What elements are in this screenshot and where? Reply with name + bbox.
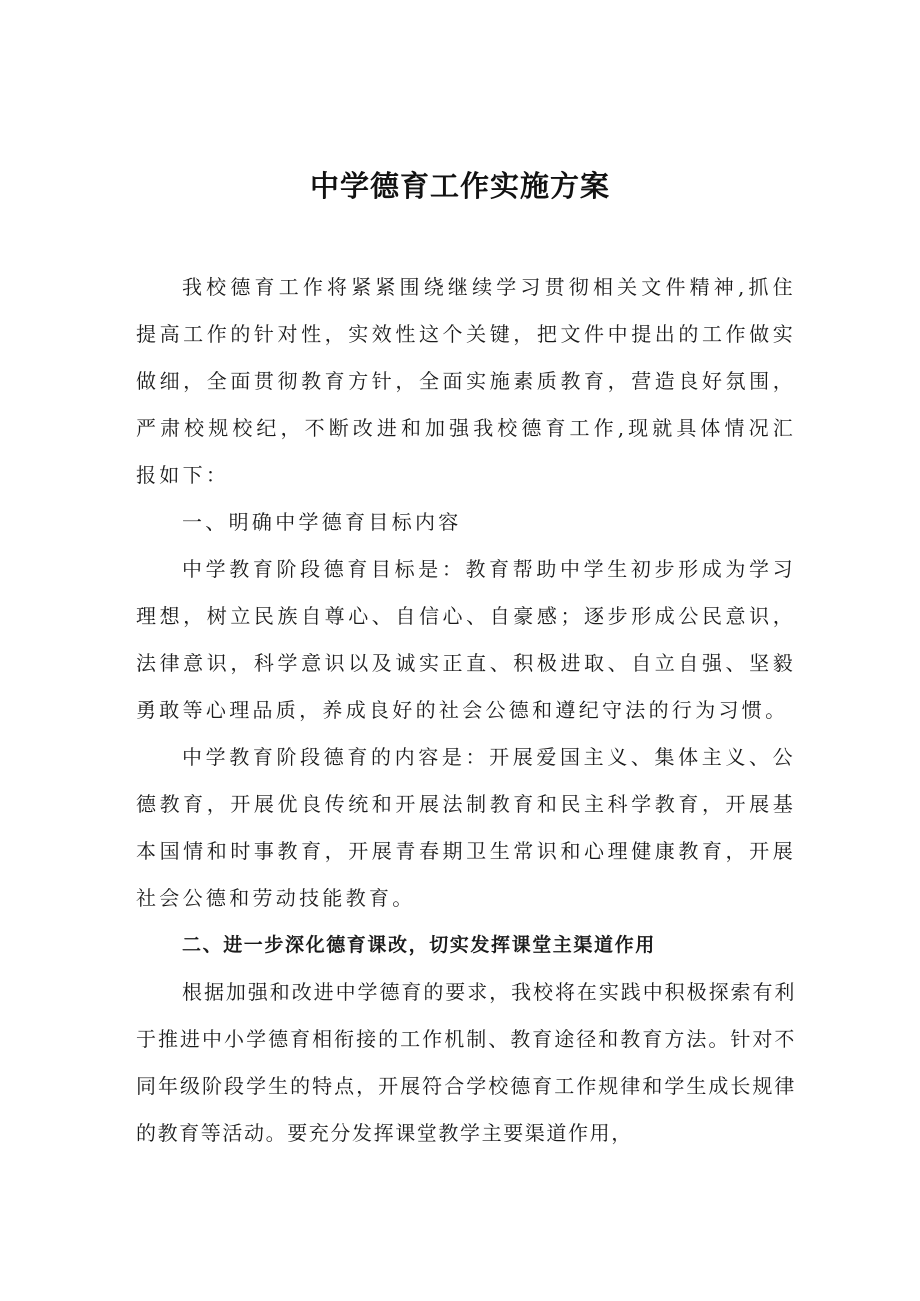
curriculum-reform-paragraph: 根据加强和改进中学德育的要求，我校将在实践中积极探索有利于推进中小学德育相衔接的工作机制、教育途径和教育方法。针对不同年级阶段学生的特点，开展符合学校德育工作规律和学生成长规律的教育等活动。要充分发挥课堂教学主要渠道作用， — [136, 980, 796, 1145]
moral-content-paragraph: 中学教育阶段德育的内容是：开展爱国主义、集体主义、公德教育，开展优良传统和开展法制教育和民主科学教育，开展基本国情和时事教育，开展青春期卫生常识和心理健康教育，开展社会公德和劳动技能教育。 — [136, 745, 796, 910]
section-heading-1: 一、明确中学德育目标内容 — [182, 510, 462, 534]
document-title: 中学德育工作实施方案 — [309, 169, 610, 203]
intro-paragraph: 我校德育工作将紧紧围绕继续学习贯彻相关文件精神,抓住提高工作的针对性，实效性这个关键，把文件中提出的工作做实做细，全面贯彻教育方针，全面实施素质教育，营造良好氛围，严肃校规校纪，不断改进和加强我校德育工作,现就具体情况汇报如下： — [136, 275, 796, 487]
document-body — [136, 264, 796, 1157]
section-heading-2: 二、进一步深化德育课改，切实发挥课堂主渠道作用 — [182, 934, 656, 956]
moral-goal-paragraph: 中学教育阶段德育目标是：教育帮助中学生初步形成为学习理想，树立民族自尊心、自信心、自豪感；逐步形成公民意识，法律意识，科学意识以及诚实正直、积极进取、自立自强、坚毅勇敢等心理品质，养成良好的社会公德和遵纪守法的行为习惯。 — [136, 557, 796, 722]
